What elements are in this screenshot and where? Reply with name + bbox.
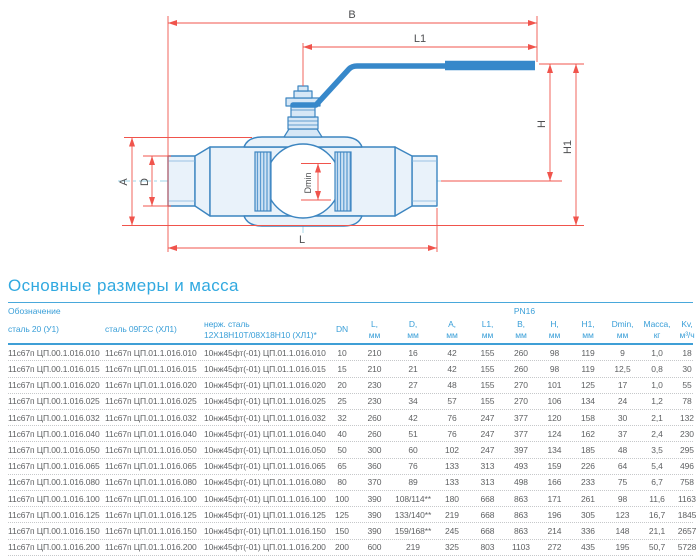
table-cell: 15	[337, 364, 347, 375]
table-cell: 34	[408, 396, 418, 407]
table-cell: 270	[514, 396, 528, 407]
table-cell: 11с67п ЦП.01.1.016.010	[105, 347, 197, 358]
table-cell: 11с67п ЦП.01.1.016.032	[105, 412, 197, 423]
column-header: D, мм	[407, 319, 419, 340]
table-cell: 493	[514, 461, 528, 472]
table-cell: 11с67п ЦП.01.1.016.150	[105, 525, 197, 536]
table-cell: 10нж45фт(-01) ЦП.01.1.016.020	[204, 380, 326, 391]
table-row	[8, 442, 693, 458]
left-cone	[195, 147, 210, 216]
table-cell: 120	[547, 412, 562, 423]
table-cell: 30	[617, 412, 628, 423]
table-cell: 226	[581, 461, 595, 472]
table-cell: 270	[514, 380, 528, 391]
table-cell: 11с67п ЦП.00.1.016.100	[8, 493, 100, 504]
table-cell: 377	[514, 412, 528, 423]
column-header: B, мм	[515, 319, 527, 340]
table-cell: 11с67п ЦП.00.1.016.080	[8, 477, 100, 488]
table-cell: 11с67п ЦП.01.1.016.020	[105, 380, 197, 391]
table-cell: 313	[480, 477, 495, 488]
table-cell: 11с67п ЦП.00.1.016.010	[8, 347, 100, 358]
stem-cap	[298, 86, 308, 91]
table-cell: 42	[447, 364, 457, 375]
table-cell: 295	[680, 444, 694, 455]
table-cell: 16,7	[648, 509, 666, 520]
table-cell: 230	[367, 380, 382, 391]
table-cell: 370	[367, 477, 382, 488]
table-cell: 1163	[678, 493, 696, 504]
dim-label-A: A	[118, 178, 130, 186]
dim-label-H1: H1	[562, 139, 574, 155]
table-cell: 101	[547, 380, 562, 391]
table-cell: 5,4	[651, 461, 663, 472]
column-header: Kv, м³/ч	[679, 319, 695, 340]
table-cell: 11с67п ЦП.00.1.016.020	[8, 380, 100, 391]
table-cell: 0,8	[651, 364, 663, 375]
table-cell: 100	[335, 493, 349, 504]
table-cell: 27	[408, 380, 418, 391]
table-cell: 2657	[677, 525, 697, 536]
table-cell: 10нж45фт(-01) ЦП.01.1.016.125	[204, 509, 326, 520]
table-cell: 30	[682, 364, 692, 375]
table-cell: 98	[549, 347, 560, 358]
table-cell: 155	[480, 396, 495, 407]
table-cell: 98	[549, 364, 560, 375]
table-cell: 5728	[677, 542, 697, 553]
stem-nut	[294, 91, 312, 98]
table-cell: 102	[445, 444, 459, 455]
table-cell: 76	[408, 461, 418, 472]
pn16-group-header: PN16	[513, 305, 536, 316]
table-cell: 11с67п ЦП.00.1.016.200	[8, 542, 100, 553]
table-cell: 10нж45фт(-01) ЦП.01.1.016.150	[204, 525, 326, 536]
table-cell: 390	[367, 493, 382, 504]
table-cell: 247	[480, 444, 495, 455]
table-cell: 159/168**	[394, 525, 432, 536]
table-cell: 195	[615, 542, 630, 553]
table-cell: 1103	[512, 542, 530, 553]
table-cell: 132	[680, 412, 694, 423]
dim-label-H: H	[536, 120, 548, 128]
table-cell: 10	[337, 347, 347, 358]
left-seat	[255, 152, 271, 211]
table-cell: 233	[581, 477, 595, 488]
table-cell: 119	[581, 364, 595, 375]
table-cell: 2,1	[651, 412, 663, 423]
column-header: нерж. сталь 12Х18Н10Т/08Х18Н10 (ХЛ1)*	[204, 319, 317, 340]
table-row	[8, 459, 693, 475]
table-cell: 11с67п ЦП.00.1.016.032	[8, 412, 100, 423]
table-cell: 219	[406, 542, 420, 553]
table-cell: 17	[617, 380, 628, 391]
table-cell: 10нж45фт(-01) ЦП.01.1.016.025	[204, 396, 326, 407]
table-cell: 196	[547, 509, 562, 520]
table-cell: 260	[514, 347, 528, 358]
table-row	[8, 475, 693, 491]
table-cell: 219	[445, 509, 459, 520]
table-cell: 80	[337, 477, 347, 488]
dim-label-D: D	[139, 178, 151, 186]
table-cell: 180	[445, 493, 459, 504]
table-cell: 390	[367, 525, 382, 536]
table-row	[8, 426, 693, 442]
table-cell: 863	[514, 509, 528, 520]
table-cell: 11с67п ЦП.00.1.016.015	[8, 364, 100, 375]
table-cell: 42	[408, 412, 418, 423]
table-cell: 10нж45фт(-01) ЦП.01.1.016.015	[204, 364, 326, 375]
table-row	[8, 410, 693, 426]
stem-housing	[288, 117, 318, 129]
table-cell: 16	[408, 347, 418, 358]
table-cell: 397	[514, 444, 528, 455]
table-cell: 200	[335, 542, 349, 553]
table-cell: 76	[447, 412, 457, 423]
table-cell: 10нж45фт(-01) ЦП.01.1.016.080	[204, 477, 326, 488]
table-cell: 10нж45фт(-01) ЦП.01.1.016.050	[204, 444, 326, 455]
table-cell: 75	[617, 477, 628, 488]
table-cell: 64	[617, 461, 628, 472]
table-cell: 124	[547, 428, 562, 439]
right-cone	[395, 147, 412, 216]
table-cell: 48	[447, 380, 457, 391]
table-cell: 134	[547, 444, 562, 455]
table-cell: 50	[337, 444, 347, 455]
table-cell: 11с67п ЦП.01.1.016.040	[105, 428, 197, 439]
table-cell: 6,7	[651, 477, 663, 488]
table-cell: 260	[367, 412, 382, 423]
column-header: DN	[335, 324, 349, 335]
dim-label-L1: L1	[413, 33, 427, 45]
section-title: Основные размеры и масса	[8, 276, 239, 295]
table-cell: 11с67п ЦП.00.1.016.125	[8, 509, 100, 520]
right-seat	[335, 152, 351, 211]
dim-label-B: B	[348, 9, 356, 21]
table-cell: 11с67п ЦП.00.1.016.150	[8, 525, 100, 536]
column-header: Масса, кг	[643, 319, 671, 340]
table-row	[8, 394, 693, 410]
table-group-header-row	[8, 303, 693, 318]
table-cell: 133	[445, 477, 459, 488]
stem-assembly	[284, 86, 322, 137]
table-cell: 125	[335, 509, 349, 520]
table-row	[8, 523, 697, 539]
table-cell: 11с67п ЦП.01.1.016.100	[105, 493, 197, 504]
table-cell: 3,5	[651, 444, 663, 455]
table-cell: 300	[367, 444, 382, 455]
column-header: A, мм	[446, 319, 458, 340]
table-cell: 166	[547, 477, 562, 488]
column-header: сталь 20 (У1)	[8, 324, 59, 335]
table-cell: 150	[335, 525, 349, 536]
table-cell: 51	[408, 428, 418, 439]
table-cell: 21,1	[648, 525, 666, 536]
dimensions-table	[8, 302, 697, 556]
table-cell: 210	[367, 364, 382, 375]
table-cell: 119	[581, 347, 595, 358]
dim-label-Dmin: Dmin	[303, 172, 313, 194]
table-cell: 11с67п ЦП.01.1.016.050	[105, 444, 197, 455]
table-cell: 10нж45фт(-01) ЦП.01.1.016.040	[204, 428, 326, 439]
table-cell: 260	[367, 428, 382, 439]
table-cell: 758	[680, 477, 694, 488]
table-cell: 171	[547, 493, 562, 504]
table-cell: 133	[445, 461, 459, 472]
table-cell: 247	[480, 428, 495, 439]
table-cell: 214	[547, 525, 562, 536]
table-cell: 360	[367, 461, 382, 472]
table-cell: 305	[581, 509, 595, 520]
ball-valve-technical-drawing	[0, 0, 700, 272]
table-cell: 40	[337, 428, 347, 439]
table-cell: 230	[367, 396, 382, 407]
dim-label-L: L	[298, 234, 306, 246]
stem-neck	[284, 129, 322, 137]
designation-group-header: Обозначение	[8, 305, 61, 316]
table-cell: 325	[445, 542, 459, 553]
table-cell: 11с67п ЦП.00.1.016.050	[8, 444, 100, 455]
table-row	[8, 361, 693, 377]
table-cell: 155	[480, 364, 495, 375]
table-cell: 261	[581, 493, 595, 504]
table-cell: 108/114**	[395, 493, 431, 504]
table-row	[8, 507, 697, 523]
table-cell: 98	[617, 493, 628, 504]
table-cell: 133/140**	[394, 509, 432, 520]
table-cell: 155	[480, 347, 495, 358]
table-cell: 11с67п ЦП.01.1.016.125	[105, 509, 197, 520]
table-cell: 185	[581, 444, 595, 455]
table-cell: 11с67п ЦП.00.1.016.025	[8, 396, 100, 407]
table-cell: 11с67п ЦП.00.1.016.040	[8, 428, 100, 439]
table-cell: 1,0	[651, 347, 663, 358]
table-cell: 668	[480, 525, 495, 536]
column-header: H, мм	[548, 319, 561, 340]
table-cell: 78	[682, 396, 692, 407]
table-cell: 377	[514, 428, 528, 439]
table-cell: 106	[547, 396, 562, 407]
table-cell: 125	[581, 380, 595, 391]
right-weld-end-pipe	[412, 156, 437, 206]
table-cell: 12,5	[614, 364, 631, 375]
table-cell: 863	[514, 493, 528, 504]
table-cell: 123	[615, 509, 630, 520]
table-cell: 668	[480, 493, 495, 504]
table-cell: 158	[581, 412, 595, 423]
table-cell: 210	[367, 347, 382, 358]
table-cell: 272	[547, 542, 562, 553]
table-cell: 32	[337, 412, 347, 423]
table-cell: 10нж45фт(-01) ЦП.01.1.016.065	[204, 461, 326, 472]
table-cell: 55	[682, 380, 692, 391]
column-header: L, мм	[368, 319, 381, 340]
table-cell: 11с67п ЦП.01.1.016.080	[105, 477, 197, 488]
table-cell: 48	[617, 444, 628, 455]
table-cell: 1,0	[651, 380, 663, 391]
table-body	[8, 345, 697, 555]
table-cell: 148	[615, 525, 630, 536]
table-cell: 11с67п ЦП.01.1.016.025	[105, 396, 197, 407]
table-row	[8, 491, 696, 507]
column-header-row	[8, 318, 693, 343]
table-cell: 50,7	[648, 542, 666, 553]
table-cell: 162	[581, 428, 595, 439]
table-cell: 390	[367, 509, 382, 520]
table-cell: 37	[617, 428, 628, 439]
table-cell: 155	[480, 380, 495, 391]
table-cell: 20	[337, 380, 347, 391]
table-cell: 247	[480, 412, 495, 423]
column-header: сталь 09Г2С (ХЛ1)	[105, 324, 177, 335]
table-cell: 2,4	[651, 428, 663, 439]
table-cell: 134	[581, 396, 595, 407]
table-cell: 42	[447, 347, 457, 358]
table-cell: 260	[514, 364, 528, 375]
table-cell: 10нж45фт(-01) ЦП.01.1.016.032	[204, 412, 326, 423]
table-cell: 11с67п ЦП.00.1.016.065	[8, 461, 100, 472]
table-cell: 11с67п ЦП.01.1.016.065	[105, 461, 197, 472]
column-header: Dmin, мм	[611, 319, 634, 340]
table-row	[8, 345, 693, 361]
table-cell: 76	[447, 428, 457, 439]
table-cell: 1,2	[651, 396, 663, 407]
table-cell: 10нж45фт(-01) ЦП.01.1.016.200	[204, 542, 326, 553]
table-cell: 600	[367, 542, 382, 553]
table-cell: 10нж45фт(-01) ЦП.01.1.016.100	[204, 493, 326, 504]
left-weld-end-pipe	[168, 156, 195, 206]
handle	[293, 66, 535, 106]
table-cell: 89	[408, 477, 418, 488]
table-cell: 435	[581, 542, 595, 553]
table-cell: 9	[620, 347, 625, 358]
table-cell: 18	[682, 347, 692, 358]
table-cell: 863	[514, 525, 528, 536]
table-cell: 11,6	[649, 493, 665, 504]
table-cell: 313	[480, 461, 495, 472]
table-cell: 668	[480, 509, 495, 520]
table-cell: 21	[408, 364, 418, 375]
table-cell: 11с67п ЦП.01.1.016.200	[105, 542, 197, 553]
table-cell: 496	[680, 461, 694, 472]
table-cell: 230	[680, 428, 694, 439]
table-cell: 1845	[677, 509, 697, 520]
table-cell: 60	[408, 444, 418, 455]
table-row	[8, 540, 697, 556]
table-cell: 57	[447, 396, 457, 407]
table-cell: 159	[547, 461, 562, 472]
column-header: L1, мм	[481, 319, 494, 340]
table-cell: 803	[480, 542, 495, 553]
table-cell: 25	[337, 396, 347, 407]
column-header: H1, мм	[581, 319, 595, 340]
table-cell: 24	[617, 396, 628, 407]
table-row	[8, 378, 693, 394]
table-cell: 10нж45фт(-01) ЦП.01.1.016.010	[204, 347, 326, 358]
table-cell: 336	[581, 525, 595, 536]
table-cell: 11с67п ЦП.01.1.016.015	[105, 364, 197, 375]
table-cell: 498	[514, 477, 528, 488]
table-cell: 65	[337, 461, 347, 472]
table-cell: 245	[445, 525, 459, 536]
